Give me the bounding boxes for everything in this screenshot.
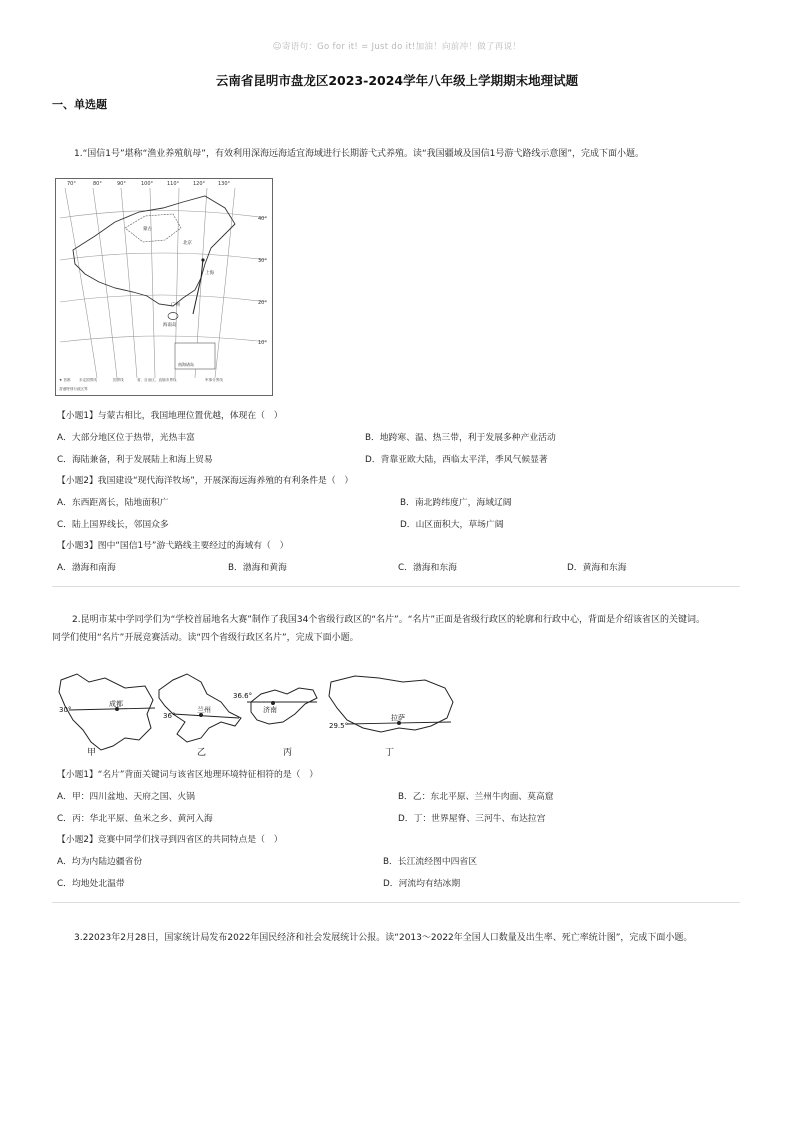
place-label: 广州 xyxy=(171,303,180,308)
option-c[interactable]: C．海陆兼备，利于发展陆上和海上贸易 xyxy=(57,455,213,465)
city-label: 兰州 xyxy=(197,706,211,714)
lat-label: 30° xyxy=(258,258,267,264)
option-a[interactable]: A．甲：四川盆地、天府之国、火锅 xyxy=(57,792,195,802)
lon-label: 70° xyxy=(67,181,76,187)
q1-sub2-stem: 【小题2】我国建设“现代海洋牧场”，开展深海远海养殖的有利条件是（ ） xyxy=(57,476,354,486)
option-c[interactable]: C．陆上国界线长，邻国众多 xyxy=(57,520,169,530)
option-b[interactable]: B．渤海和黄海 xyxy=(228,563,287,573)
option-d[interactable]: D．河流均有结冰期 xyxy=(383,879,461,889)
place-label: 海南岛 xyxy=(163,323,177,328)
lon-label: 120° xyxy=(193,181,206,187)
lon-label: 100° xyxy=(141,181,154,187)
legend-item: ★ 首都 xyxy=(59,378,71,382)
lat-label: 20° xyxy=(258,300,267,306)
lon-label: 110° xyxy=(167,181,180,187)
card-letter: 丁 xyxy=(385,748,395,758)
card-letter: 乙 xyxy=(197,748,207,758)
city-label: 济南 xyxy=(263,706,277,714)
legend-item: 军事分界线 xyxy=(205,378,223,382)
option-a[interactable]: A．大部分地区位于热带，光热丰富 xyxy=(57,433,195,443)
lat-label: 40° xyxy=(258,216,267,222)
option-d[interactable]: D．山区面积大，草场广阔 xyxy=(400,520,504,530)
lon-label: 80° xyxy=(93,181,102,187)
legend-item: 省、自治区、直辖市界线 xyxy=(137,378,177,382)
q2-stem: 2.昆明市某中学同学们为“学校首届地名大赛”制作了我国34个省级行政区的“名片”。“名片”正面是省级行政区的轮廓和行政中心，背面是介绍该省区的关键词。同学们使用“名片”开展竞赛活动。读“四个省级行政区名片”，完成下面小题。 xyxy=(52,615,706,643)
option-d[interactable]: D．黄海和东海 xyxy=(567,563,627,573)
option-c[interactable]: C．均地处北温带 xyxy=(57,879,125,889)
card-letter: 甲 xyxy=(87,748,97,758)
q1-stem: 1.“国信1号”堪称“渔业养殖航母”，有效利用深海远海适宜海域进行长期游弋式养殖。读“我国疆域及国信1号游弋路线示意图”，完成下面小题。 xyxy=(74,149,645,159)
option-b[interactable]: B．南北跨纬度广，海域辽阔 xyxy=(400,498,512,508)
province-cards-figure xyxy=(55,668,465,758)
option-c[interactable]: C．丙：华北平原、鱼米之乡、黄河入海 xyxy=(57,814,213,824)
q1-sub1-stem: 【小题1】与蒙古相比，我国地理位置优越，体现在（ ） xyxy=(57,411,283,421)
option-b[interactable]: B．乙：东北平原、兰州牛肉面、莫高窟 xyxy=(398,792,554,802)
q1-sub3-stem: 【小题3】图中“国信1号”游弋路线主要经过的海域有（ ） xyxy=(57,541,289,551)
divider xyxy=(52,586,740,587)
place-label: 上海 xyxy=(205,271,214,276)
legend-item: 香港特别行政区界 xyxy=(59,387,88,391)
option-d[interactable]: D．丁：世界屋脊、三河牛、布达拉宫 xyxy=(398,814,546,824)
q3-stem: 3.22023年2月28日，国家统计局发布2022年国民经济和社会发展统计公报。读“2013～2022年全国人口数量及出生率、死亡率统计图”，完成下面小题。 xyxy=(74,933,693,943)
divider xyxy=(52,902,740,903)
city-label: 成都 xyxy=(109,700,123,708)
option-b[interactable]: B．长江流经图中四省区 xyxy=(383,857,478,867)
option-b[interactable]: B．地跨寒、温、热三带，利于发展多种产业活动 xyxy=(365,433,556,443)
lon-label: 90° xyxy=(117,181,126,187)
q2-sub1-stem: 【小题1】“名片”背面关键词与该省区地理环境特征相符的是（ ） xyxy=(57,770,319,780)
place-label: 北京 xyxy=(183,241,192,246)
lat-label: 29.5° xyxy=(329,722,349,730)
inset-label: 南海诸岛 xyxy=(178,362,194,367)
china-territory-map xyxy=(55,178,273,396)
option-a[interactable]: A．均为内陆边疆省份 xyxy=(57,857,143,867)
lat-label: 10° xyxy=(258,340,267,346)
lon-label: 130° xyxy=(218,181,231,187)
option-d[interactable]: D．背靠亚欧大陆，西临太平洋，季风气候显著 xyxy=(365,455,548,465)
q2-sub2-stem: 【小题2】竞赛中同学们找寻到四省区的共同特点是（ ） xyxy=(57,835,283,845)
lat-label: 30° xyxy=(59,706,72,714)
card-letter: 丙 xyxy=(283,748,293,758)
city-label: 拉萨 xyxy=(391,714,405,722)
place-label: 蒙古 xyxy=(143,227,152,232)
lat-label: 36.6° xyxy=(233,692,253,700)
lat-label: 36° xyxy=(163,712,176,720)
legend-item: 未定国界线 xyxy=(79,378,97,382)
watermark: ☺寄语句：Go for it! = Just do it!加油！向前冲！做了再说！ xyxy=(272,42,522,52)
option-a[interactable]: A．渤海和南海 xyxy=(57,563,116,573)
option-a[interactable]: A．东西距离长，陆地面积广 xyxy=(57,498,169,508)
section-heading: 一、单选题 xyxy=(52,98,107,111)
option-c[interactable]: C．渤海和东海 xyxy=(398,563,457,573)
page-title: 云南省昆明市盘龙区2023-2024学年八年级上学期期末地理试题 xyxy=(215,73,579,88)
legend-item: 国界线 xyxy=(113,378,124,382)
